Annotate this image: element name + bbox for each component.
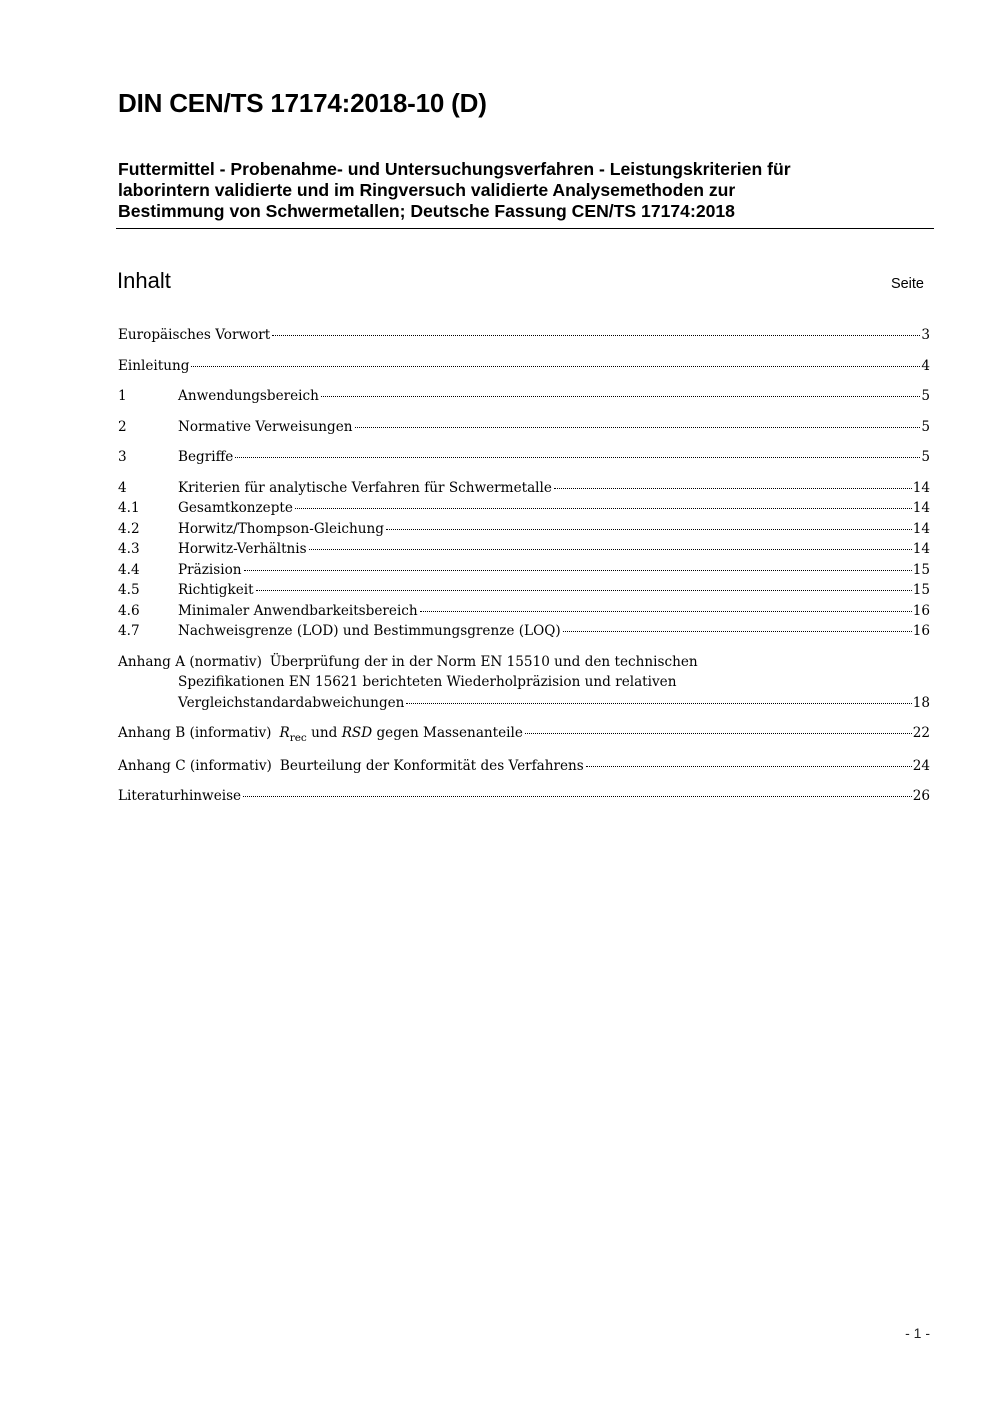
toc-entry-title: Minimaler Anwendbarkeitsbereich xyxy=(178,602,418,619)
toc-entry-page: 18 xyxy=(912,694,930,711)
toc-entry-title: Begriffe xyxy=(178,449,234,465)
document-id: DIN CEN/TS 17174:2018-10 (D) xyxy=(118,88,487,118)
toc-entry-title: Gesamtkonzepte xyxy=(178,500,293,516)
r-symbol: R xyxy=(279,725,290,741)
toc-leader-dots xyxy=(386,528,912,530)
toc-entry-literature[interactable] xyxy=(118,786,930,807)
toc-entry-section-4-4[interactable] xyxy=(118,560,930,581)
toc-leader-dots xyxy=(243,795,912,797)
document-title xyxy=(118,159,918,222)
toc-entry-section-4-3[interactable] xyxy=(118,539,930,560)
toc-entry-foreword[interactable] xyxy=(118,325,930,346)
toc-leader-dots xyxy=(563,630,912,632)
toc-entry-title-continued: Vergleichstandardabweichungen xyxy=(178,694,405,711)
toc-entry-number: 4.7 xyxy=(118,623,140,639)
toc-entry-title xyxy=(279,723,522,745)
toc-entry-page: 16 xyxy=(912,602,930,619)
toc-entry-section-4-6[interactable] xyxy=(118,601,930,622)
toc-entry-title: Anwendungsbereich xyxy=(178,388,319,404)
toc-entry-section-4-2[interactable] xyxy=(118,519,930,540)
toc-leader-dots xyxy=(321,395,920,397)
annex-b-rest: gegen Massenanteile xyxy=(376,725,523,741)
toc-entry-section-3[interactable] xyxy=(118,447,930,468)
toc-entry-number: 4 xyxy=(118,479,127,496)
toc-annex-prefix: Anhang A (normativ) xyxy=(118,653,262,670)
toc-leader-dots xyxy=(295,507,912,509)
toc-leader-dots xyxy=(355,426,921,428)
toc-heading: Inhalt xyxy=(117,268,171,293)
toc-entry-page: 22 xyxy=(912,725,930,741)
toc-entry-section-4-7[interactable] xyxy=(118,621,930,642)
toc-entry-introduction[interactable] xyxy=(118,356,930,377)
title-line: Bestimmung von Schwermetallen; Deutsche Fassung CEN/TS 17174:2018 xyxy=(118,201,735,221)
toc-entry-section-4[interactable] xyxy=(118,478,930,499)
toc-entry-number: 4.6 xyxy=(118,602,140,619)
toc-leader-dots xyxy=(272,334,920,336)
toc-entry-page: 14 xyxy=(912,541,930,557)
toc-entry-page: 24 xyxy=(912,757,930,774)
toc-entry-number: 4.4 xyxy=(118,561,140,578)
toc-entry-annex-c[interactable] xyxy=(118,756,930,777)
toc-entry-number: 4.2 xyxy=(118,520,140,537)
table-of-contents xyxy=(118,325,930,807)
toc-entry-page: 4 xyxy=(921,357,930,374)
toc-annex-prefix: Anhang B (informativ) xyxy=(118,725,272,741)
toc-entry-title: Literaturhinweise xyxy=(118,788,242,804)
rsd-symbol: RSD xyxy=(341,725,373,741)
toc-entry-number: 3 xyxy=(118,449,127,465)
toc-entry-page: 14 xyxy=(912,479,930,496)
title-line: Futtermittel - Probenahme- und Untersuchungsverfahren - Leistungskriterien für xyxy=(118,159,791,179)
toc-leader-dots xyxy=(420,610,912,612)
toc-entry-number: 4.5 xyxy=(118,582,140,598)
toc-leader-dots xyxy=(406,702,911,704)
toc-entry-number: 4.3 xyxy=(118,541,140,557)
toc-page-column-label: Seite xyxy=(890,276,924,292)
toc-entry-title: Einleitung xyxy=(118,357,190,374)
toc-entry-number: 1 xyxy=(118,388,127,404)
toc-leader-dots xyxy=(191,365,920,367)
toc-entry-page: 5 xyxy=(921,418,930,435)
toc-entry-title-continued: Spezifikationen EN 15621 berichteten Wiederholpräzision und relativen xyxy=(178,674,677,690)
toc-entry-title: Richtigkeit xyxy=(178,582,254,598)
toc-leader-dots xyxy=(235,456,920,458)
toc-entry-title: Europäisches Vorwort xyxy=(118,327,271,343)
title-underline xyxy=(116,228,934,229)
toc-entry-page: 14 xyxy=(912,500,930,516)
toc-entry-section-1[interactable] xyxy=(118,386,930,407)
toc-entry-page: 14 xyxy=(912,520,930,537)
r-subscript: rec xyxy=(289,732,307,744)
toc-entry-page: 15 xyxy=(912,582,930,598)
toc-annex-prefix: Anhang C (informativ) xyxy=(118,757,272,774)
toc-entry-page: 26 xyxy=(912,788,930,804)
toc-entry-title: Normative Verweisungen xyxy=(178,418,353,435)
toc-leader-dots xyxy=(244,569,912,571)
toc-entry-section-2[interactable] xyxy=(118,417,930,438)
and-word: und xyxy=(311,725,338,741)
page-number: - 1 - xyxy=(905,1325,930,1341)
toc-entry-page: 16 xyxy=(912,623,930,639)
toc-entry-page: 3 xyxy=(921,327,930,343)
toc-leader-dots xyxy=(586,765,912,767)
toc-entry-annex-b[interactable] xyxy=(118,723,930,744)
title-line: laborintern validierte und im Ringversuch validierte Analysemethoden zur xyxy=(118,180,736,200)
toc-entry-number: 4.1 xyxy=(118,500,140,516)
toc-leader-dots xyxy=(554,487,912,489)
toc-entry-section-4-5[interactable] xyxy=(118,580,930,601)
toc-leader-dots xyxy=(256,589,912,591)
toc-entry-page: 15 xyxy=(912,561,930,578)
toc-entry-title: Horwitz/Thompson-Gleichung xyxy=(178,520,385,537)
toc-entry-page: 5 xyxy=(921,388,930,404)
toc-entry-title: Beurteilung der Konformität des Verfahrens xyxy=(279,757,584,774)
toc-entry-title: Präzision xyxy=(178,561,242,578)
toc-leader-dots xyxy=(525,732,912,734)
toc-entry-title: Horwitz-Verhältnis xyxy=(178,541,307,557)
toc-entry-title: Nachweisgrenze (LOD) und Bestimmungsgrenze (LOQ) xyxy=(178,623,561,639)
toc-leader-dots xyxy=(309,548,912,550)
toc-entry-number: 2 xyxy=(118,418,127,435)
toc-entry-title: Überprüfung der in der Norm EN 15510 und den technischen xyxy=(269,653,698,670)
toc-entry-title: Kriterien für analytische Verfahren für Schwermetalle xyxy=(178,479,552,496)
toc-entry-section-4-1[interactable] xyxy=(118,498,930,519)
toc-entry-page: 5 xyxy=(921,449,930,465)
toc-entry-annex-a[interactable] xyxy=(118,652,930,714)
